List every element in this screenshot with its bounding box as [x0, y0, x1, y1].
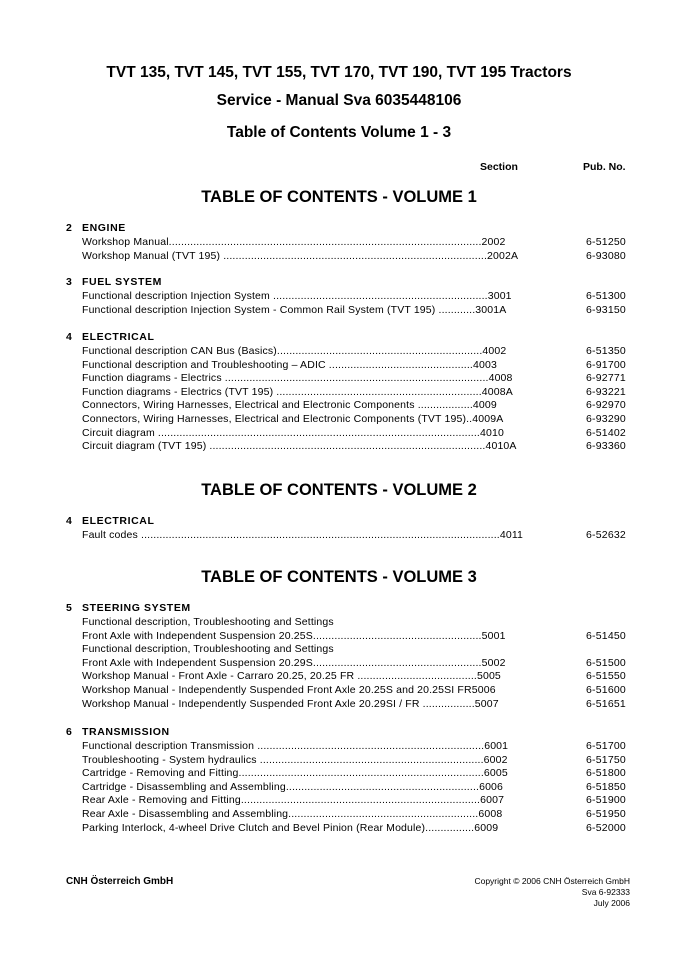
- toc-entry: Functional description CAN Bus (Basics)...................................................................4002: [82, 345, 507, 357]
- section-group-number: 6: [66, 726, 73, 738]
- toc-entry: Functional description Injection System - Common Rail System (TVT 195) ............3001A: [82, 303, 507, 316]
- footer-copyright: Copyright © 2006 CNH Österreich GmbH: [474, 876, 630, 886]
- toc-entry-pub-no: 6-93150: [586, 303, 626, 316]
- toc-entry: Parking Interlock, 4-wheel Drive Clutch and Bevel Pinion (Rear Module)................6009: [82, 821, 499, 834]
- toc-entry-pub-no: 6-51500: [586, 656, 626, 669]
- toc-entry: Functional description Transmission ..........................................................................6001: [82, 740, 509, 752]
- toc-entry-pub-no: 6-51350: [586, 345, 626, 357]
- toc-entry: Function diagrams - Electrics (TVT 195) ...................................................................4008A: [82, 385, 513, 398]
- toc-entry: Functional description Injection System ......................................................................3001: [82, 290, 512, 302]
- toc-entry-pub-no: 6-51450: [586, 629, 626, 642]
- section-group-label: ELECTRICAL: [82, 331, 155, 343]
- section-group-label: STEERING SYSTEM: [82, 602, 191, 614]
- section-group-title: [66, 515, 155, 527]
- toc-entry: Rear Axle - Disassembling and Assembling..............................................................6008: [82, 808, 503, 820]
- toc-entry-pub-no: 6-51800: [586, 767, 626, 780]
- toc-entry-pub-no: 6-51900: [586, 794, 626, 807]
- toc-entry: Front Axle with Independent Suspension 20.25S.......................................................5001: [82, 629, 506, 642]
- toc-entry-pub-no: 6-51250: [586, 236, 626, 248]
- document-title: TVT 135, TVT 145, TVT 155, TVT 170, TVT 190, TVT 195 Tractors: [106, 64, 572, 81]
- footer-info: [474, 876, 630, 909]
- toc-entry: Troubleshooting - System hydraulics .........................................................................6002: [82, 753, 508, 766]
- volume-heading: TABLE OF CONTENTS - VOLUME 3: [201, 568, 477, 586]
- toc-entry-pub-no: 6-52000: [586, 821, 626, 834]
- section-group-label: FUEL SYSTEM: [82, 276, 162, 288]
- toc-entry: Workshop Manual......................................................................................................2002: [82, 236, 506, 248]
- toc-entry: Functional description, Troubleshooting and Settings: [82, 643, 334, 656]
- toc-entry-pub-no: 6-93360: [586, 440, 626, 453]
- toc-entry-pub-no: 6-51700: [586, 740, 626, 752]
- volume-heading: TABLE OF CONTENTS - VOLUME 1: [201, 188, 477, 206]
- toc-entry: Workshop Manual (TVT 195) ......................................................................................2002A: [82, 249, 519, 262]
- footer-doc-ref: Sva 6-92333: [581, 887, 630, 897]
- toc-entry-pub-no: 6-51651: [586, 697, 626, 710]
- toc-entry-pub-no: 6-93221: [586, 385, 626, 398]
- toc-entry-pub-no: 6-51750: [586, 753, 626, 766]
- toc-entry: Cartridge - Disassembling and Assembling...............................................................6006: [82, 780, 504, 793]
- section-column-header: Section: [480, 161, 518, 173]
- section-group-number: 4: [66, 515, 73, 527]
- section-group-title: [66, 331, 155, 343]
- toc-entry-pub-no: 6-51402: [586, 426, 626, 439]
- section-group-title: [66, 222, 126, 234]
- toc-entry-pub-no: 6-93290: [586, 413, 626, 425]
- toc-entry: Connectors, Wiring Harnesses, Electrical and Electronic Components (TVT 195)..4009A: [82, 413, 504, 425]
- toc-entry-pub-no: 6-51600: [586, 684, 626, 696]
- section-group-label: ELECTRICAL: [82, 515, 155, 527]
- toc-entry: Fault codes .....................................................................................................................4011: [82, 529, 524, 541]
- toc-entry: Workshop Manual - Independently Suspended Front Axle 20.25S and 20.25SI FR5006: [82, 684, 496, 696]
- toc-entry-pub-no: 6-51850: [586, 780, 626, 793]
- toc-entry: Rear Axle - Removing and Fitting..............................................................................6007: [82, 794, 505, 807]
- toc-entry-pub-no: 6-51300: [586, 290, 626, 302]
- toc-title: Table of Contents Volume 1 - 3: [226, 124, 452, 141]
- toc-entry: Function diagrams - Electrics ......................................................................................4008: [82, 372, 513, 385]
- section-group-number: 3: [66, 276, 73, 288]
- section-group-number: 2: [66, 222, 73, 234]
- pub-no-column-header: Pub. No.: [583, 161, 626, 173]
- toc-entry-pub-no: 6-92771: [586, 372, 626, 385]
- toc-entry: Circuit diagram .........................................................................................................4010: [82, 426, 504, 439]
- toc-entry-pub-no: 6-51550: [586, 670, 626, 683]
- section-group-title: [66, 726, 170, 738]
- toc-entry: Circuit diagram (TVT 195) ..........................................................................................4010A: [82, 440, 517, 453]
- section-group-number: 4: [66, 331, 73, 343]
- toc-entry-pub-no: 6-51950: [586, 808, 626, 820]
- section-group-label: ENGINE: [82, 222, 126, 234]
- section-group-label: TRANSMISSION: [82, 726, 170, 738]
- footer-company: CNH Österreich GmbH: [66, 876, 174, 887]
- toc-entry: Functional description and Troubleshooting – ADIC ...............................................4003: [82, 358, 497, 371]
- volume-heading: TABLE OF CONTENTS - VOLUME 2: [201, 481, 477, 499]
- section-group-title: [66, 276, 162, 288]
- toc-entry: Functional description, Troubleshooting and Settings: [82, 616, 334, 628]
- toc-entry: Cartridge - Removing and Fitting................................................................................6005: [82, 767, 508, 780]
- toc-entry-pub-no: 6-91700: [586, 358, 626, 371]
- section-group-title: [66, 602, 191, 614]
- footer-date: July 2006: [593, 898, 630, 908]
- section-group-number: 5: [66, 602, 73, 614]
- toc-entry-pub-no: 6-52632: [586, 529, 626, 541]
- toc-entry: Connectors, Wiring Harnesses, Electrical and Electronic Components ..................4009: [82, 399, 497, 412]
- toc-entry: Workshop Manual - Independently Suspended Front Axle 20.29SI / FR .................5007: [82, 697, 499, 710]
- document-subtitle: Service - Manual Sva 6035448106: [216, 92, 462, 109]
- toc-entry-pub-no: 6-93080: [586, 249, 626, 262]
- toc-entry: Front Axle with Independent Suspension 20.29S.......................................................5002: [82, 656, 506, 669]
- toc-entry-pub-no: 6-92970: [586, 399, 626, 412]
- toc-entry: Workshop Manual - Front Axle - Carraro 20.25, 20.25 FR .......................................5005: [82, 670, 501, 683]
